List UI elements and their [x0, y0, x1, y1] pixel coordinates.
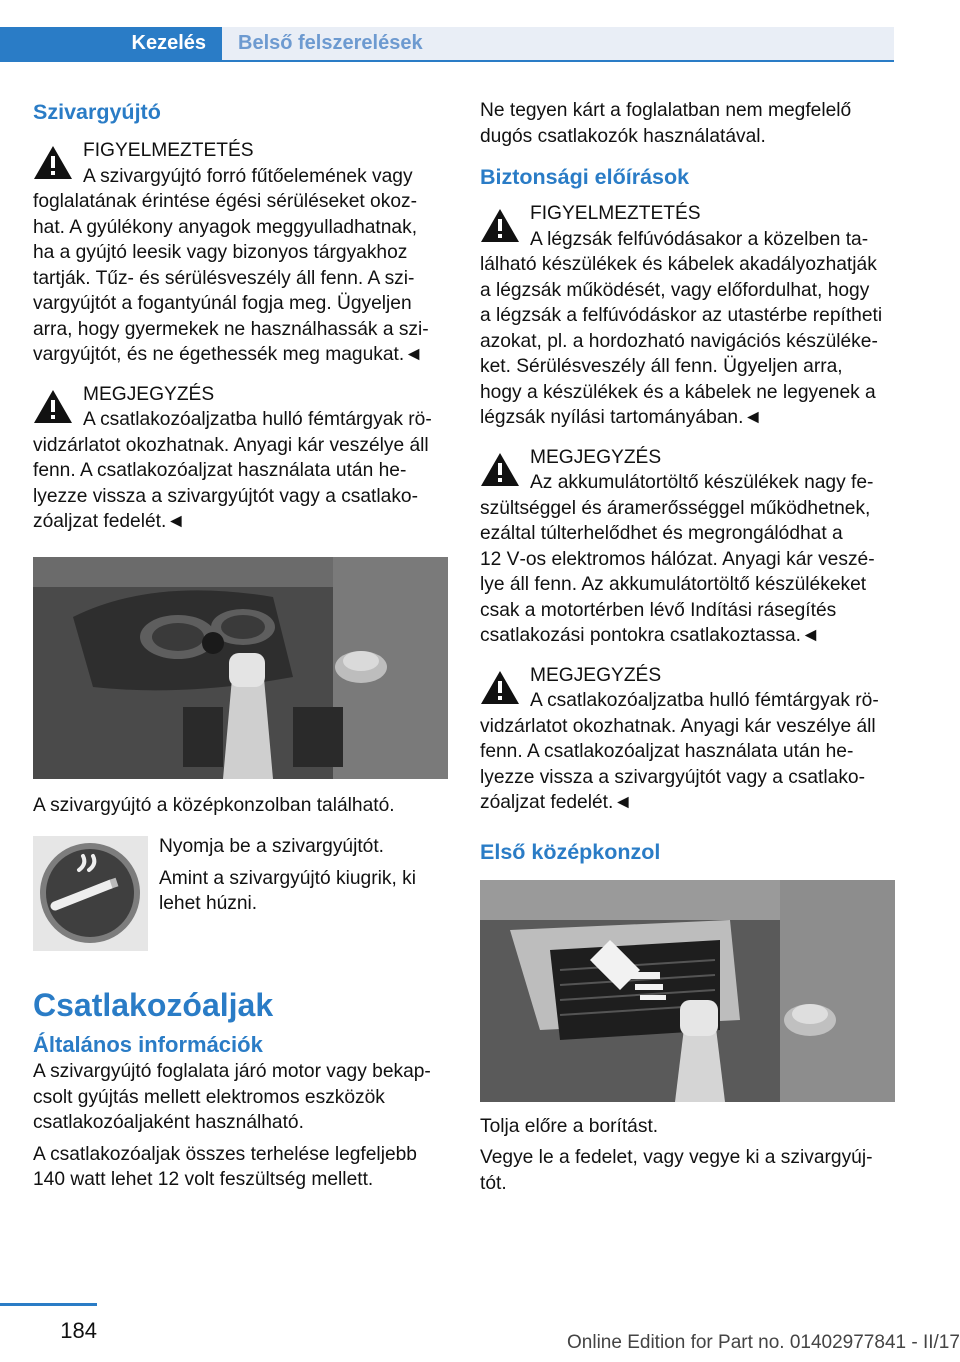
center-console-photo [33, 557, 448, 779]
lighter-button-block [33, 834, 448, 959]
warning-triangle-icon [480, 451, 520, 487]
general-info-line: csolt gyújtás mellett elektromos eszközök [33, 1086, 385, 1108]
edition-note: Online Edition for Part no. 01402977841 - II/17 [567, 1332, 960, 1353]
load-info-line: A csatlakozóaljak összes terhelése legfeljebb [33, 1143, 417, 1165]
note-socket-metal-2 [480, 663, 895, 816]
warning-lighter [33, 138, 448, 368]
note-label: MEGJEGYZÉS [530, 664, 662, 686]
note-line: vidzárlatot okozhatnak. Anyagi kár veszélye áll [480, 715, 876, 737]
general-info-line: csatlakozóaljaként használható. [33, 1112, 304, 1133]
footer-rule [0, 1303, 97, 1306]
warning-line: arra, hogy gyermekek ne használhassák a szi- [33, 318, 429, 340]
note-socket-metal [33, 382, 448, 535]
heading-altalanos-informaciok: Általános információk [33, 1032, 263, 1057]
warning-triangle-icon [33, 388, 73, 424]
note-label: MEGJEGYZÉS [530, 446, 662, 468]
lighter-step-1: Nyomja be a szivargyújtót. [159, 836, 385, 857]
warning-line: azokat, pl. a hordozható navigációs készüléke- [480, 330, 878, 352]
general-info-line: A szivargyújtó foglalata járó motor vagy bekap- [33, 1061, 431, 1082]
note-battery-charger [480, 445, 895, 649]
front-console-photo [480, 880, 895, 1102]
cigarette-lighter-button-icon [33, 836, 148, 951]
note-line: lyezze vissza a szivargyújtót vagy a csatlako- [480, 766, 865, 788]
right-column [480, 98, 895, 1196]
warning-line: lálható készülékek és kábelek akadályozhatják [480, 254, 877, 275]
header-rule [0, 60, 894, 62]
photo-caption: A szivargyújtó a középkonzolban található. [33, 794, 395, 816]
warning-triangle-icon [480, 207, 520, 243]
warning-line: A szivargyújtó forró fűtőelemének vagy [83, 165, 413, 187]
note-line: zóaljzat fedelét.◄ [33, 511, 186, 532]
note-line: csak a motortérben lévő Indítási rásegítés [480, 599, 837, 621]
warning-line: hogy a készülékek és a kábelek ne legyenek a [480, 381, 876, 403]
note-line: A csatlakozóaljzatba hulló fémtárgyak rö- [83, 409, 432, 430]
note-line: ezáltal túlterhelődhet és megrongálódhat a [480, 523, 843, 544]
warning-line: vargyújtót, és ne égethessék meg magukat.◄ [33, 344, 424, 365]
heading-biztonsagi-eloirasok: Biztonsági előírások [480, 165, 690, 189]
heading-szivargyujto: Szivargyújtó [33, 100, 161, 124]
warning-airbag [480, 201, 895, 431]
note-line: Az akkumulátortöltő készülékek nagy fe- [530, 472, 874, 493]
warning-label: FIGYELMEZTETÉS [530, 203, 701, 224]
warning-line: vargyújtót a fogantyúnál fogja meg. Ügyeljen [33, 293, 412, 314]
note-line: fenn. A csatlakozóaljzat használata után he- [480, 741, 854, 762]
heading-elso-kozepkonzol: Első középkonzol [480, 839, 661, 864]
intro-line: dugós csatlakozók használatával. [480, 125, 766, 147]
chapter-tabbar [0, 0, 960, 62]
note-line: 12 V‑os elektromos hálózat. Anyagi kár veszé- [480, 548, 875, 570]
console-step-2: tót. [480, 1172, 507, 1194]
warning-line: a légzsák működését, vagy előfordulhat, hogy [480, 279, 870, 301]
note-line: fenn. A csatlakozóaljzat használata után he- [33, 460, 407, 481]
warning-line: a légzsák a felfúvódáskor az utastérbe repítheti [480, 305, 883, 326]
heading-csatlakozoaljak: Csatlakozóaljak [33, 987, 274, 1023]
warning-line: hat. A gyúlékony anyagok meggyulladhatnak, [33, 216, 418, 238]
warning-line: A légzsák felfúvódásakor a közelben ta- [530, 228, 869, 250]
warning-triangle-icon [480, 669, 520, 705]
lighter-step-2: Amint a szivargyújtó kiugrik, ki [159, 867, 416, 889]
note-line: szültséggel és áramerősséggel működhetnek, [480, 497, 871, 519]
warning-line: légzsák nyílási tartományában.◄ [480, 407, 763, 428]
warning-label: FIGYELMEZTETÉS [83, 140, 254, 161]
note-line: lye áll fenn. Az akkumulátortöltő készülékeket [480, 574, 867, 595]
left-column [33, 98, 448, 1193]
warning-line: ha a gyújtó leesik vagy bizonyos tárgyakhoz [33, 242, 408, 263]
console-step-2: Vegye le a fedelet, vagy vegye ki a szivargyúj- [480, 1147, 873, 1168]
note-line: vidzárlatot okozhatnak. Anyagi kár veszélye áll [33, 434, 429, 456]
intro-line: Ne tegyen kárt a foglalatban nem megfelelő [480, 100, 852, 121]
load-info-line: 140 watt lehet 12 volt feszültség mellett. [33, 1169, 374, 1190]
note-line: zóaljzat fedelét.◄ [480, 792, 633, 813]
note-line: lyezze vissza a szivargyújtót vagy a csatlako- [33, 485, 418, 507]
warning-triangle-icon [33, 144, 73, 180]
note-label: MEGJEGYZÉS [83, 383, 215, 405]
lighter-step-2: lehet húzni. [159, 893, 258, 914]
page-number: 184 [60, 1318, 97, 1343]
warning-line: ket. Sérülésveszély áll fenn. Ügyeljen arra, [480, 356, 843, 377]
note-line: csatlakozási pontokra csatlakoztassa.◄ [480, 625, 821, 646]
warning-line: foglalatának érintése égési sérüléseket okoz- [33, 191, 417, 212]
tab-kezeles[interactable]: Kezelés [0, 27, 222, 60]
tab-belso-felszerelesek[interactable]: Belső felszerelések [222, 27, 894, 60]
warning-line: tartják. Tűz- és sérülésveszély áll fenn. A szi- [33, 267, 415, 289]
console-step-1: Tolja előre a borítást. [480, 1115, 659, 1137]
note-line: A csatlakozóaljzatba hulló fémtárgyak rö- [530, 690, 879, 711]
